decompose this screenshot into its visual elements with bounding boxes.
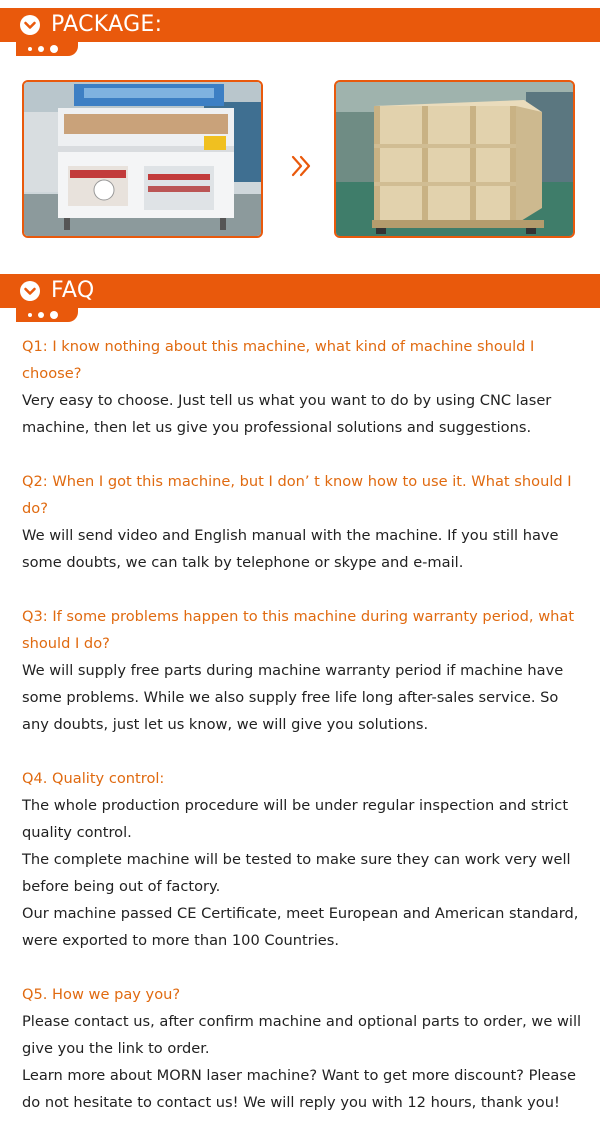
faq-question: Q5. How we pay you? <box>22 986 181 1003</box>
faq-item <box>22 468 587 576</box>
faq-answer: Learn more about MORN laser machine? Want to get more discount? Please do not hesitate to contact us! We will reply you with 12 hours, thank you! <box>22 1067 576 1111</box>
machine-photo <box>22 80 263 238</box>
faq-answer: Our machine passed CE Certificate, meet European and American standard, were exported to more than 100 Countries. <box>22 905 579 949</box>
faq-answer: We will send video and English manual with the machine. If you still have some doubts, we can talk by telephone or skype and e-mail. <box>22 527 559 571</box>
check-circle-icon <box>20 15 40 35</box>
package-title: PACKAGE: <box>51 12 163 37</box>
faq-question: Q1: I know nothing about this machine, what kind of machine should I choose? <box>22 338 535 382</box>
faq-item <box>22 333 587 441</box>
faq-answer: The complete machine will be tested to make sure they can work very well before being out of factory. <box>22 851 571 895</box>
package-section-header <box>0 0 600 64</box>
faq-question: Q2: When I got this machine, but I don’ t know how to use it. What should I do? <box>22 473 572 517</box>
faq-answer: The whole production procedure will be under regular inspection and strict quality control. <box>22 797 569 841</box>
header-tab-dots <box>16 42 78 56</box>
double-chevron-right-icon <box>287 151 317 181</box>
header-tab-dots <box>16 308 78 322</box>
faq-item <box>22 765 587 954</box>
faq-question: Q4. Quality control: <box>22 770 165 787</box>
faq-answer: Very easy to choose. Just tell us what you want to do by using CNC laser machine, then let us give you professional solutions and suggestions. <box>22 392 552 436</box>
check-circle-icon <box>20 281 40 301</box>
faq-answer: We will supply free parts during machine warranty period if machine have some problems. While we also supply free life long after-sales service. So any doubts, just let us know, we will give you solutions. <box>22 662 564 733</box>
faq-answer: Please contact us, after confirm machine and optional parts to order, we will give you the link to order. <box>22 1013 582 1057</box>
wooden-crate-photo <box>334 80 575 238</box>
faq-title: FAQ <box>51 278 95 303</box>
faq-item <box>22 981 587 1116</box>
faq-section-header <box>0 266 600 330</box>
faq-item <box>22 603 587 738</box>
faq-question: Q3: If some problems happen to this machine during warranty period, what should I do? <box>22 608 575 652</box>
